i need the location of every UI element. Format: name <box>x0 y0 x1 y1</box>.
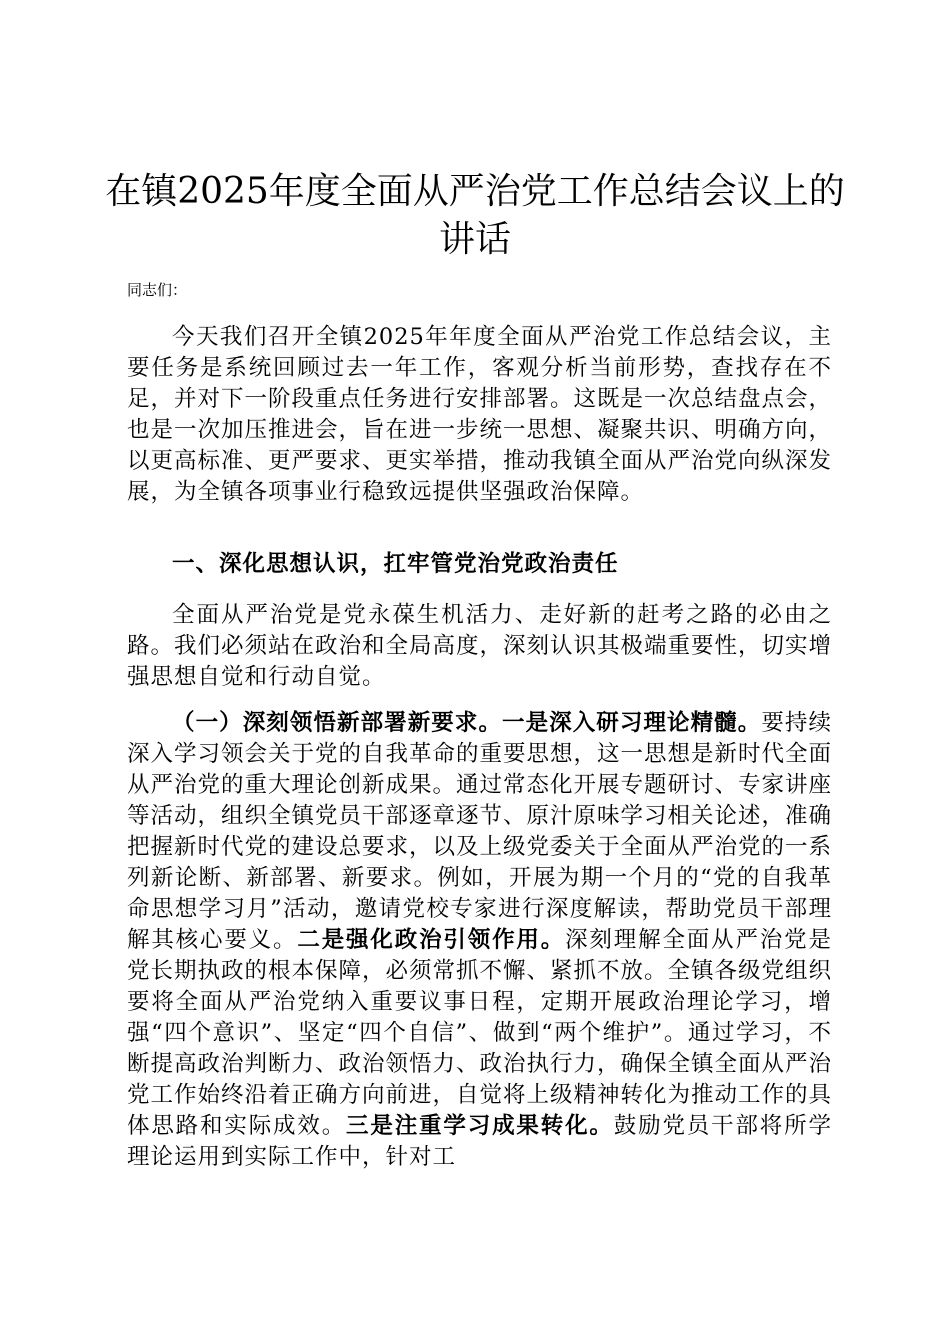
salutation: 同志们： <box>127 281 188 299</box>
subsection-1-paragraph <box>127 708 832 1173</box>
point-3-lead: 三是注重学习成果转化。 <box>346 1113 614 1139</box>
point-2-text: 深刻理解全面从严治党是党长期执政的根本保障，必须常抓不懈、紧抓不放。全镇各级党组织要将全面从严治党纳入重要议事日程，定期开展政治理论学习，增强“四个意识”、坚定“四个自信”、做到“两个维护”。通过学习，不断提高政治判断力、政治领悟力、政治执行力，确保全镇全面从严治党工作始终沿着正确方向前进，自觉将上级精神转化为推动工作的具体思路和实际成效。 <box>127 927 833 1139</box>
point-1-lead: 一是深入研习理论精髓。 <box>502 710 762 736</box>
document-title: 在镇2025年度全面从严治党工作总结会议上的讲话 <box>105 171 845 260</box>
point-3-text: 鼓励党员干部将所学理论运用到实际工作中，针对工 <box>127 1113 832 1170</box>
point-2-lead: 二是强化政治引领作用。 <box>297 927 566 953</box>
section-1-paragraph: 全面从严治党是党永葆生机活力、走好新的赶考之路的必由之路。我们必须站在政治和全局高度，深刻认识其极端重要性，切实增强思想自觉和行动自觉。 <box>127 602 833 690</box>
intro-paragraph: 今天我们召开全镇2025年年度全面从严治党工作总结会议，主要任务是系统回顾过去一年工作，客观分析当前形势，查找存在不足，并对下一阶段重点任务进行安排部署。这既是一次总结盘点会，也是一次加压推进会，旨在进一步统一思想、凝聚共识、明确方向，以更高标准、更严要求、更实举措，推动我镇全面从严治党向纵深发展，为全镇各项事业行稳致远提供坚强政治保障。 <box>127 324 833 505</box>
subsection-heading-1: （一）深刻领悟新部署新要求。 <box>172 710 503 736</box>
section-heading-1: 一、深化思想认识，扛牢管党治党政治责任 <box>172 551 619 577</box>
point-1-text: 要持续深入学习领会关于党的自我革命的重要思想，这一思想是新时代全面从严治党的重大理论创新成果。通过常态化开展专题研讨、专家讲座等活动，组织全镇党员干部逐章逐节、原汁原味学习相关论述，准确把握新时代党的建设总要求，以及上级党委关于全面从严治党的一系列新论断、新部署、新要求。例如，开展为期一个月的“党的自我革命思想学习月”活动，邀请党校专家进行深度解读，帮助党员干部理解其核心要义。 <box>127 710 833 953</box>
